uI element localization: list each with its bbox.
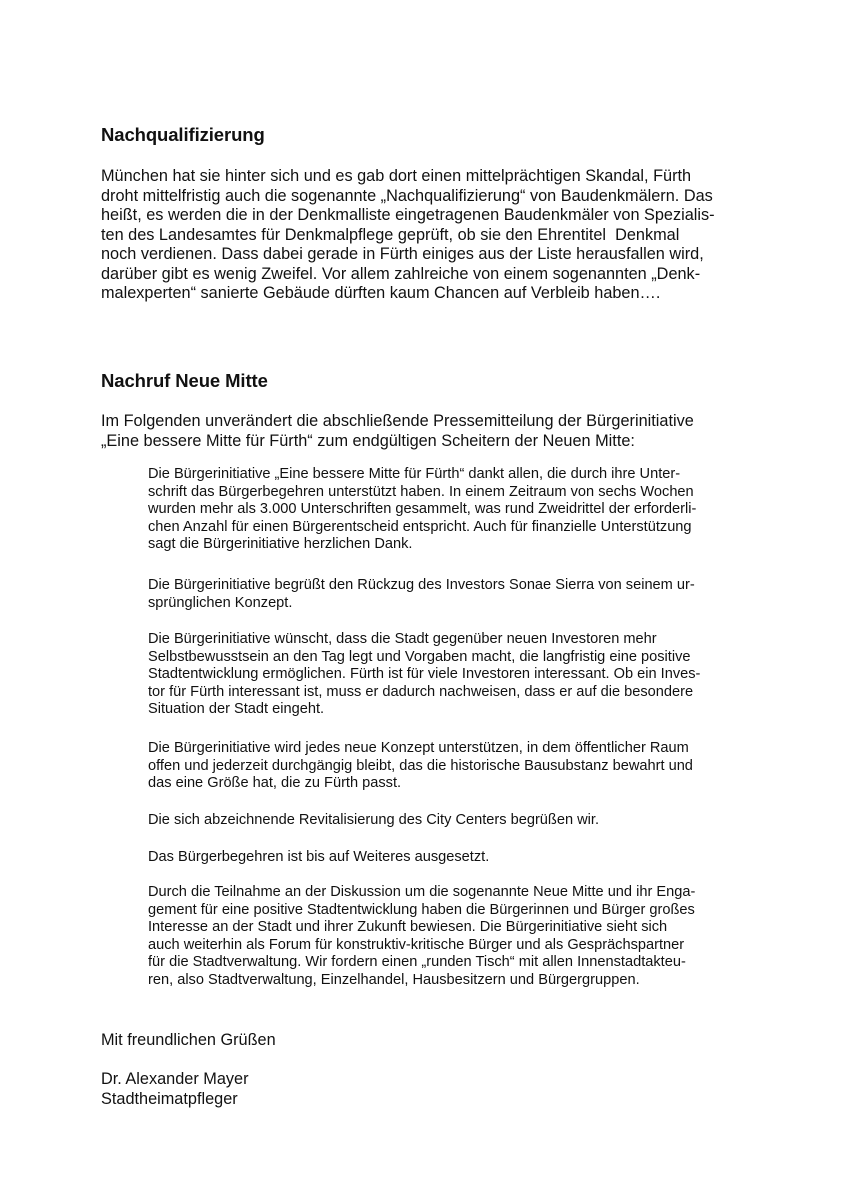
text-line: heißt, es werden die in der Denkmalliste eingetragenen Baudenkmäler von Spezialis- (101, 206, 715, 224)
closing-greeting (101, 1031, 276, 1051)
author-title: Stadtheimatpfleger (101, 1089, 238, 1108)
text-line: ren, also Stadtverwaltung, Einzelhandel, Hausbesitzern und Bürgergruppen. (148, 971, 640, 988)
text-line: Die Bürgerinitiative wird jedes neue Konzept unterstützen, in dem öffentlicher Raum (148, 740, 689, 756)
press-release-paragraph (148, 466, 696, 554)
press-release-paragraph (148, 631, 700, 719)
text-line: gement für eine positive Stadtentwicklung haben die Bürgerinnen und Bürger großes (148, 901, 695, 918)
text-line: auch weiterhin als Forum für konstruktiv-kritische Bürger und als Gesprächspartner (148, 936, 685, 953)
press-release-paragraph (148, 740, 693, 793)
text-line: offen und jederzeit durchgängig bleibt, das die historische Bausubstanz bewahrt und (148, 757, 693, 774)
greeting: Mit freundlichen Grüßen (101, 1031, 276, 1049)
section-heading-nachqualifizierung: Nachqualifizierung (101, 124, 265, 145)
text-line: Die sich abzeichnende Revitalisierung des City Centers begrüßen wir. (148, 812, 600, 828)
text-line: ten des Landesamtes für Denkmalpflege geprüft, ob sie den Ehrentitel Denkmal (101, 225, 680, 244)
text-line: Interesse an der Stadt und ihrer Zukunft bewiesen. Die Bürgerinitiative sieht sich (148, 919, 668, 936)
text-line: Selbstbewusstsein an den Tag legt und Vorgaben macht, die langfristig eine positive (148, 648, 691, 665)
text-line: tor für Fürth interessant ist, muss er dadurch nachweisen, dass er auf die besondere (148, 683, 694, 700)
text-line: sagt die Bürgerinitiative herzlichen Dank. (148, 536, 413, 553)
press-release-paragraph (148, 884, 695, 990)
press-release-paragraph (148, 849, 489, 867)
text-line: Situation der Stadt eingeht. (148, 701, 325, 718)
press-release-paragraph (148, 577, 695, 612)
paragraph-nachqualifizierung (101, 167, 715, 304)
text-line: Stadtentwicklung ermöglichen. Fürth ist für viele Investoren interessant. Ob ein Inves- (148, 666, 701, 683)
section-heading-nachruf: Nachruf Neue Mitte (101, 370, 268, 391)
text-line: Im Folgenden unverändert die abschließende Pressemitteilung der Bürgerinitiative (101, 412, 694, 430)
text-line: chen Anzahl für einen Bürgerentscheid entspricht. Auch für finanzielle Unterstützung (148, 518, 692, 535)
text-line: Das Bürgerbegehren ist bis auf Weiteres ausgesetzt. (148, 849, 490, 865)
text-line: sprünglichen Konzept. (148, 594, 293, 611)
text-line: Die Bürgerinitiative wünscht, dass die Stadt gegenüber neuen Investoren mehr (148, 631, 657, 647)
text-line: schrift das Bürgerbegehren unterstützt haben. In einem Zeitraum von sechs Wochen (148, 483, 694, 500)
text-line: München hat sie hinter sich und es gab dort einen mittelprächtigen Skandal, Fürth (101, 167, 692, 185)
text-line: malexperten“ sanierte Gebäude dürften kaum Chancen auf Verbleib haben…. (101, 284, 661, 302)
text-line: das eine Größe hat, die zu Fürth passt. (148, 775, 402, 792)
intro-paragraph (101, 412, 694, 451)
text-line: für die Stadtverwaltung. Wir fordern einen „runden Tisch“ mit allen Innenstadtakteu- (148, 954, 686, 971)
author-name: Dr. Alexander Mayer (101, 1070, 249, 1088)
text-line: Durch die Teilnahme an der Diskussion um die sogenannte Neue Mitte und ihr Enga- (148, 884, 696, 900)
press-release-paragraph (148, 812, 599, 830)
text-line: noch verdienen. Dass dabei gerade in Fürth einiges aus der Liste herausfallen wird, (101, 245, 704, 263)
text-line: „Eine bessere Mitte für Fürth“ zum endgültigen Scheitern der Neuen Mitte: (101, 431, 635, 450)
text-line: Die Bürgerinitiative „Eine bessere Mitte für Fürth“ dankt allen, die durch ihre Unter- (148, 466, 681, 482)
text-line: wurden mehr als 3.000 Unterschriften gesammelt, was rund Zweidrittel der erforderli- (148, 501, 697, 518)
text-line: darüber gibt es wenig Zweifel. Vor allem zahlreiche von einem sogenannten „Denk- (101, 264, 701, 283)
signature (101, 1070, 249, 1109)
text-line: Die Bürgerinitiative begrüßt den Rückzug des Investors Sonae Sierra von seinem ur- (148, 577, 695, 593)
text-line: droht mittelfristig auch die sogenannte „Nachqualifizierung“ von Baudenkmälern. Das (101, 186, 713, 205)
